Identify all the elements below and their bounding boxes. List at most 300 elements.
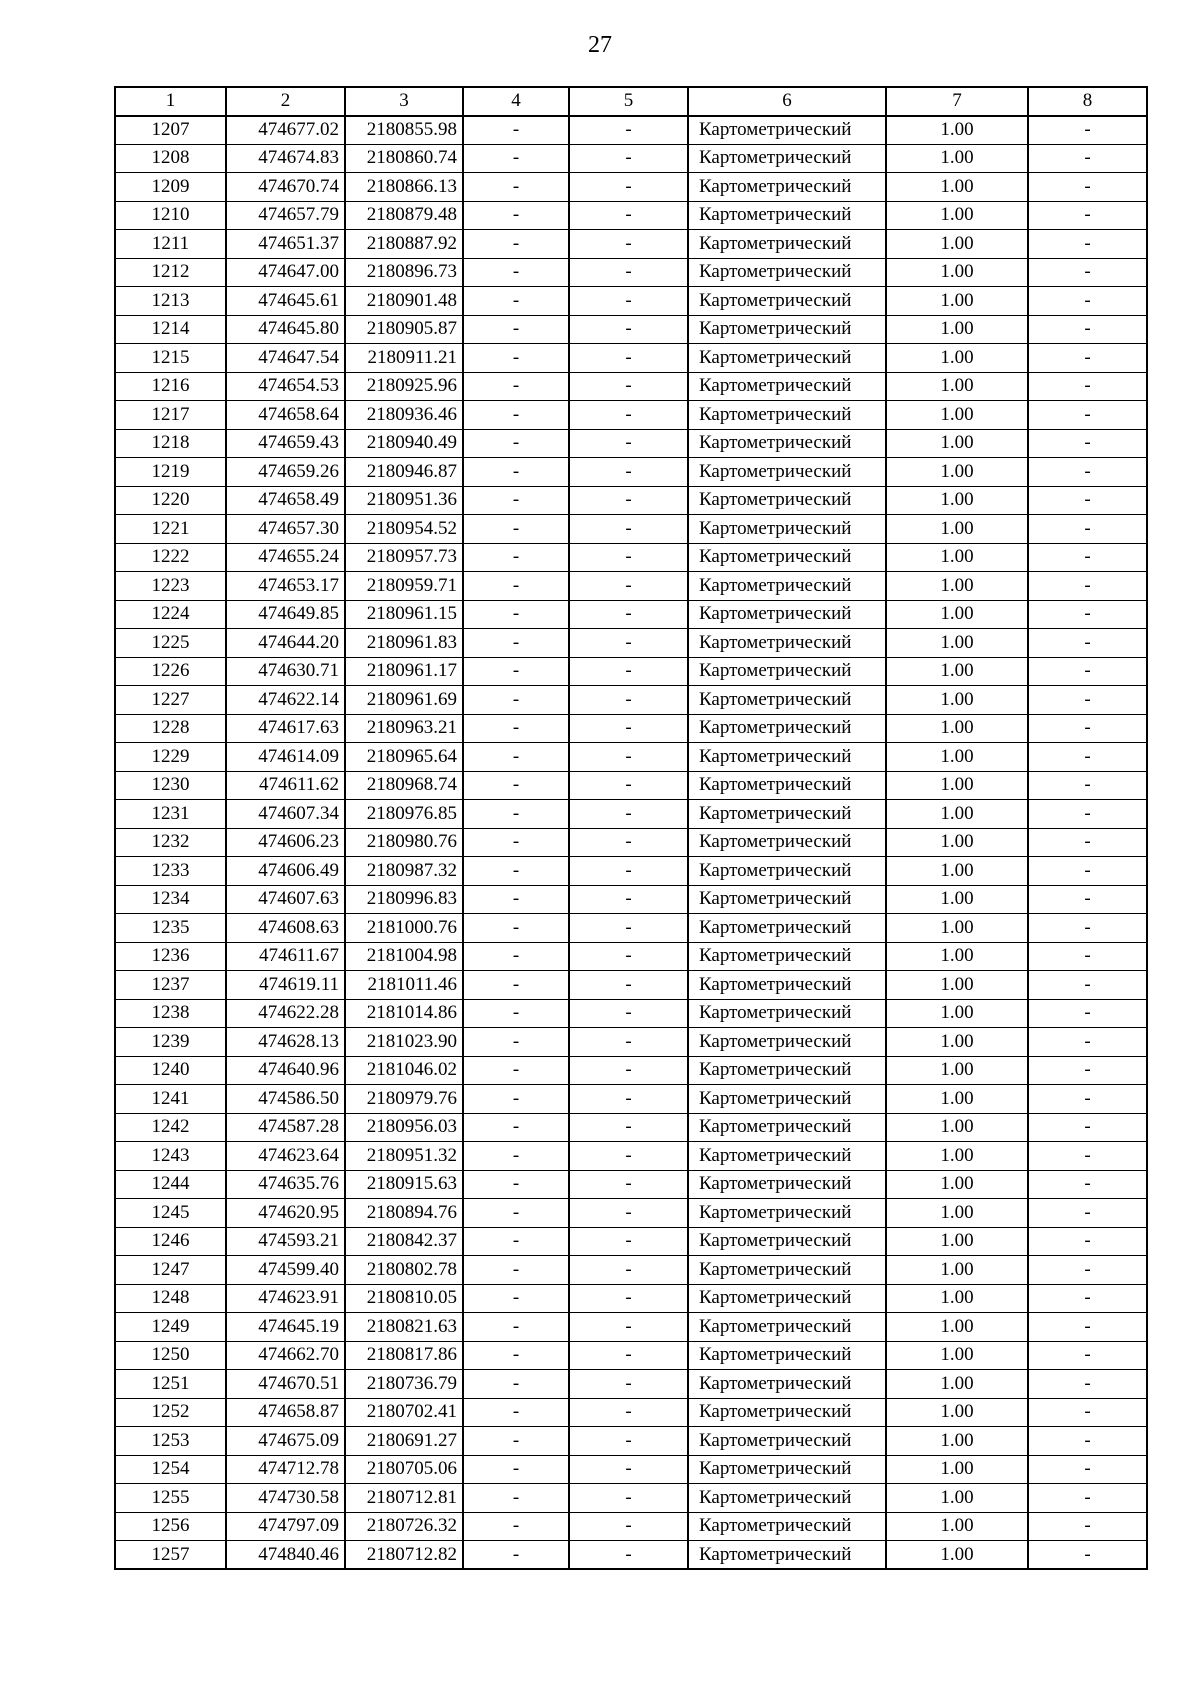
method-cell: Картометрический — [688, 429, 886, 458]
col8-cell: - — [1028, 258, 1147, 287]
col4-cell: - — [463, 429, 569, 458]
accuracy-cell: 1.00 — [886, 1427, 1028, 1456]
y-coordinate-cell: 2180925.96 — [345, 372, 463, 401]
col5-cell: - — [569, 1085, 688, 1114]
column-header: 4 — [463, 87, 569, 116]
y-coordinate-cell: 2180957.73 — [345, 543, 463, 572]
x-coordinate-cell: 474623.91 — [226, 1284, 345, 1313]
point-number-cell: 1229 — [115, 743, 226, 772]
col5-cell: - — [569, 800, 688, 829]
col4-cell: - — [463, 1142, 569, 1171]
accuracy-cell: 1.00 — [886, 600, 1028, 629]
method-cell: Картометрический — [688, 771, 886, 800]
method-cell: Картометрический — [688, 458, 886, 487]
x-coordinate-cell: 474653.17 — [226, 572, 345, 601]
col4-cell: - — [463, 287, 569, 316]
method-cell: Картометрический — [688, 1142, 886, 1171]
col8-cell: - — [1028, 828, 1147, 857]
method-cell: Картометрический — [688, 1427, 886, 1456]
point-number-cell: 1239 — [115, 1028, 226, 1057]
point-number-cell: 1216 — [115, 372, 226, 401]
x-coordinate-cell: 474635.76 — [226, 1170, 345, 1199]
table-row — [115, 1398, 1147, 1427]
col4-cell: - — [463, 1484, 569, 1513]
point-number-cell: 1250 — [115, 1341, 226, 1370]
table-row — [115, 1085, 1147, 1114]
y-coordinate-cell: 2180821.63 — [345, 1313, 463, 1342]
accuracy-cell: 1.00 — [886, 401, 1028, 430]
col8-cell: - — [1028, 714, 1147, 743]
accuracy-cell: 1.00 — [886, 458, 1028, 487]
col4-cell: - — [463, 1341, 569, 1370]
x-coordinate-cell: 474651.37 — [226, 230, 345, 259]
table-row — [115, 1113, 1147, 1142]
method-cell: Картометрический — [688, 1113, 886, 1142]
x-coordinate-cell: 474628.13 — [226, 1028, 345, 1057]
table-row — [115, 828, 1147, 857]
x-coordinate-cell: 474654.53 — [226, 372, 345, 401]
col5-cell: - — [569, 1484, 688, 1513]
point-number-cell: 1210 — [115, 201, 226, 230]
y-coordinate-cell: 2180951.36 — [345, 486, 463, 515]
y-coordinate-cell: 2180940.49 — [345, 429, 463, 458]
accuracy-cell: 1.00 — [886, 515, 1028, 544]
y-coordinate-cell: 2180954.52 — [345, 515, 463, 544]
point-number-cell: 1251 — [115, 1370, 226, 1399]
col5-cell: - — [569, 201, 688, 230]
y-coordinate-cell: 2180896.73 — [345, 258, 463, 287]
col5-cell: - — [569, 600, 688, 629]
col4-cell: - — [463, 999, 569, 1028]
y-coordinate-cell: 2180976.85 — [345, 800, 463, 829]
col8-cell: - — [1028, 572, 1147, 601]
method-cell: Картометрический — [688, 230, 886, 259]
col5-cell: - — [569, 515, 688, 544]
table-row — [115, 800, 1147, 829]
col4-cell: - — [463, 1028, 569, 1057]
table-row — [115, 572, 1147, 601]
method-cell: Картометрический — [688, 1455, 886, 1484]
y-coordinate-cell: 2180802.78 — [345, 1256, 463, 1285]
point-number-cell: 1220 — [115, 486, 226, 515]
col4-cell: - — [463, 600, 569, 629]
col8-cell: - — [1028, 1455, 1147, 1484]
col4-cell: - — [463, 173, 569, 202]
point-number-cell: 1213 — [115, 287, 226, 316]
table-row — [115, 287, 1147, 316]
x-coordinate-cell: 474611.62 — [226, 771, 345, 800]
col8-cell: - — [1028, 771, 1147, 800]
col8-cell: - — [1028, 116, 1147, 145]
table-row — [115, 230, 1147, 259]
col4-cell: - — [463, 1056, 569, 1085]
col4-cell: - — [463, 657, 569, 686]
y-coordinate-cell: 2180866.13 — [345, 173, 463, 202]
point-number-cell: 1209 — [115, 173, 226, 202]
col4-cell: - — [463, 116, 569, 145]
method-cell: Картометрический — [688, 600, 886, 629]
col8-cell: - — [1028, 1056, 1147, 1085]
accuracy-cell: 1.00 — [886, 1113, 1028, 1142]
accuracy-cell: 1.00 — [886, 572, 1028, 601]
col8-cell: - — [1028, 1370, 1147, 1399]
method-cell: Картометрический — [688, 828, 886, 857]
accuracy-cell: 1.00 — [886, 657, 1028, 686]
table-row — [115, 429, 1147, 458]
table-row — [115, 515, 1147, 544]
col8-cell: - — [1028, 885, 1147, 914]
col4-cell: - — [463, 315, 569, 344]
method-cell: Картометрический — [688, 1484, 886, 1513]
accuracy-cell: 1.00 — [886, 1370, 1028, 1399]
accuracy-cell: 1.00 — [886, 743, 1028, 772]
point-number-cell: 1219 — [115, 458, 226, 487]
col8-cell: - — [1028, 914, 1147, 943]
x-coordinate-cell: 474623.64 — [226, 1142, 345, 1171]
col5-cell: - — [569, 1455, 688, 1484]
col4-cell: - — [463, 800, 569, 829]
accuracy-cell: 1.00 — [886, 372, 1028, 401]
col5-cell: - — [569, 686, 688, 715]
point-number-cell: 1237 — [115, 971, 226, 1000]
point-number-cell: 1218 — [115, 429, 226, 458]
col4-cell: - — [463, 743, 569, 772]
table-row — [115, 1313, 1147, 1342]
x-coordinate-cell: 474599.40 — [226, 1256, 345, 1285]
table-row — [115, 543, 1147, 572]
col5-cell: - — [569, 1113, 688, 1142]
point-number-cell: 1256 — [115, 1512, 226, 1541]
y-coordinate-cell: 2180712.81 — [345, 1484, 463, 1513]
col4-cell: - — [463, 144, 569, 173]
col4-cell: - — [463, 1398, 569, 1427]
x-coordinate-cell: 474730.58 — [226, 1484, 345, 1513]
y-coordinate-cell: 2180980.76 — [345, 828, 463, 857]
col5-cell: - — [569, 429, 688, 458]
y-coordinate-cell: 2180961.69 — [345, 686, 463, 715]
x-coordinate-cell: 474670.74 — [226, 173, 345, 202]
table-row — [115, 1170, 1147, 1199]
point-number-cell: 1254 — [115, 1455, 226, 1484]
x-coordinate-cell: 474645.19 — [226, 1313, 345, 1342]
method-cell: Картометрический — [688, 1056, 886, 1085]
accuracy-cell: 1.00 — [886, 1056, 1028, 1085]
accuracy-cell: 1.00 — [886, 1028, 1028, 1057]
table-row — [115, 885, 1147, 914]
table-body — [115, 116, 1147, 1570]
table-row — [115, 1142, 1147, 1171]
y-coordinate-cell: 2180810.05 — [345, 1284, 463, 1313]
x-coordinate-cell: 474658.64 — [226, 401, 345, 430]
col4-cell: - — [463, 771, 569, 800]
method-cell: Картометрический — [688, 1313, 886, 1342]
column-header: 2 — [226, 87, 345, 116]
table-row — [115, 743, 1147, 772]
y-coordinate-cell: 2181000.76 — [345, 914, 463, 943]
col4-cell: - — [463, 629, 569, 658]
method-cell: Картометрический — [688, 173, 886, 202]
table-row — [115, 1284, 1147, 1313]
col5-cell: - — [569, 743, 688, 772]
col8-cell: - — [1028, 287, 1147, 316]
accuracy-cell: 1.00 — [886, 857, 1028, 886]
y-coordinate-cell: 2180879.48 — [345, 201, 463, 230]
accuracy-cell: 1.00 — [886, 173, 1028, 202]
coordinates-table — [114, 86, 1148, 1570]
accuracy-cell: 1.00 — [886, 287, 1028, 316]
col4-cell: - — [463, 1455, 569, 1484]
accuracy-cell: 1.00 — [886, 942, 1028, 971]
y-coordinate-cell: 2181023.90 — [345, 1028, 463, 1057]
method-cell: Картометрический — [688, 629, 886, 658]
y-coordinate-cell: 2180936.46 — [345, 401, 463, 430]
method-cell: Картометрический — [688, 1199, 886, 1228]
col8-cell: - — [1028, 144, 1147, 173]
method-cell: Картометрический — [688, 971, 886, 1000]
x-coordinate-cell: 474659.43 — [226, 429, 345, 458]
col4-cell: - — [463, 1512, 569, 1541]
method-cell: Картометрический — [688, 344, 886, 373]
col5-cell: - — [569, 828, 688, 857]
x-coordinate-cell: 474606.23 — [226, 828, 345, 857]
y-coordinate-cell: 2181011.46 — [345, 971, 463, 1000]
table-row — [115, 657, 1147, 686]
accuracy-cell: 1.00 — [886, 543, 1028, 572]
col8-cell: - — [1028, 1313, 1147, 1342]
y-coordinate-cell: 2180726.32 — [345, 1512, 463, 1541]
col5-cell: - — [569, 458, 688, 487]
col4-cell: - — [463, 1256, 569, 1285]
column-header: 8 — [1028, 87, 1147, 116]
col8-cell: - — [1028, 543, 1147, 572]
col4-cell: - — [463, 942, 569, 971]
col4-cell: - — [463, 914, 569, 943]
col4-cell: - — [463, 1113, 569, 1142]
method-cell: Картометрический — [688, 1512, 886, 1541]
col8-cell: - — [1028, 686, 1147, 715]
point-number-cell: 1215 — [115, 344, 226, 373]
point-number-cell: 1245 — [115, 1199, 226, 1228]
method-cell: Картометрический — [688, 144, 886, 173]
method-cell: Картометрический — [688, 999, 886, 1028]
x-coordinate-cell: 474620.95 — [226, 1199, 345, 1228]
point-number-cell: 1208 — [115, 144, 226, 173]
point-number-cell: 1240 — [115, 1056, 226, 1085]
method-cell: Картометрический — [688, 572, 886, 601]
x-coordinate-cell: 474657.79 — [226, 201, 345, 230]
y-coordinate-cell: 2180987.32 — [345, 857, 463, 886]
col8-cell: - — [1028, 173, 1147, 202]
x-coordinate-cell: 474840.46 — [226, 1541, 345, 1570]
col8-cell: - — [1028, 1541, 1147, 1570]
x-coordinate-cell: 474662.70 — [226, 1341, 345, 1370]
accuracy-cell: 1.00 — [886, 1341, 1028, 1370]
point-number-cell: 1226 — [115, 657, 226, 686]
col5-cell: - — [569, 144, 688, 173]
col5-cell: - — [569, 1056, 688, 1085]
col4-cell: - — [463, 1199, 569, 1228]
accuracy-cell: 1.00 — [886, 999, 1028, 1028]
col4-cell: - — [463, 486, 569, 515]
table-row — [115, 258, 1147, 287]
col5-cell: - — [569, 173, 688, 202]
table-row — [115, 315, 1147, 344]
method-cell: Картометрический — [688, 201, 886, 230]
method-cell: Картометрический — [688, 315, 886, 344]
table-row — [115, 686, 1147, 715]
col5-cell: - — [569, 287, 688, 316]
col4-cell: - — [463, 201, 569, 230]
accuracy-cell: 1.00 — [886, 1541, 1028, 1570]
col4-cell: - — [463, 344, 569, 373]
col8-cell: - — [1028, 1512, 1147, 1541]
y-coordinate-cell: 2180901.48 — [345, 287, 463, 316]
table-row — [115, 1427, 1147, 1456]
page-number: 27 — [588, 32, 612, 58]
column-header: 5 — [569, 87, 688, 116]
point-number-cell: 1221 — [115, 515, 226, 544]
point-number-cell: 1253 — [115, 1427, 226, 1456]
x-coordinate-cell: 474712.78 — [226, 1455, 345, 1484]
accuracy-cell: 1.00 — [886, 714, 1028, 743]
accuracy-cell: 1.00 — [886, 1313, 1028, 1342]
point-number-cell: 1230 — [115, 771, 226, 800]
point-number-cell: 1233 — [115, 857, 226, 886]
point-number-cell: 1257 — [115, 1541, 226, 1570]
table-row — [115, 1199, 1147, 1228]
col5-cell: - — [569, 401, 688, 430]
y-coordinate-cell: 2180965.64 — [345, 743, 463, 772]
point-number-cell: 1225 — [115, 629, 226, 658]
y-coordinate-cell: 2180817.86 — [345, 1341, 463, 1370]
x-coordinate-cell: 474797.09 — [226, 1512, 345, 1541]
point-number-cell: 1217 — [115, 401, 226, 430]
y-coordinate-cell: 2180961.17 — [345, 657, 463, 686]
y-coordinate-cell: 2180905.87 — [345, 315, 463, 344]
col5-cell: - — [569, 1541, 688, 1570]
col8-cell: - — [1028, 515, 1147, 544]
y-coordinate-cell: 2180996.83 — [345, 885, 463, 914]
col5-cell: - — [569, 1028, 688, 1057]
col4-cell: - — [463, 1427, 569, 1456]
accuracy-cell: 1.00 — [886, 486, 1028, 515]
col4-cell: - — [463, 1085, 569, 1114]
col8-cell: - — [1028, 657, 1147, 686]
y-coordinate-cell: 2180894.76 — [345, 1199, 463, 1228]
point-number-cell: 1236 — [115, 942, 226, 971]
accuracy-cell: 1.00 — [886, 230, 1028, 259]
column-header: 6 — [688, 87, 886, 116]
x-coordinate-cell: 474675.09 — [226, 1427, 345, 1456]
x-coordinate-cell: 474677.02 — [226, 116, 345, 145]
accuracy-cell: 1.00 — [886, 1512, 1028, 1541]
col8-cell: - — [1028, 1427, 1147, 1456]
col5-cell: - — [569, 1512, 688, 1541]
col8-cell: - — [1028, 629, 1147, 658]
point-number-cell: 1234 — [115, 885, 226, 914]
accuracy-cell: 1.00 — [886, 828, 1028, 857]
x-coordinate-cell: 474658.49 — [226, 486, 345, 515]
point-number-cell: 1232 — [115, 828, 226, 857]
y-coordinate-cell: 2181014.86 — [345, 999, 463, 1028]
table-row — [115, 714, 1147, 743]
y-coordinate-cell: 2180959.71 — [345, 572, 463, 601]
table-row — [115, 600, 1147, 629]
col4-cell: - — [463, 686, 569, 715]
method-cell: Картометрический — [688, 543, 886, 572]
y-coordinate-cell: 2180705.06 — [345, 1455, 463, 1484]
table-row — [115, 344, 1147, 373]
table-row — [115, 971, 1147, 1000]
point-number-cell: 1223 — [115, 572, 226, 601]
col5-cell: - — [569, 971, 688, 1000]
table-row — [115, 999, 1147, 1028]
table-row — [115, 144, 1147, 173]
col8-cell: - — [1028, 857, 1147, 886]
method-cell: Картометрический — [688, 1028, 886, 1057]
point-number-cell: 1224 — [115, 600, 226, 629]
col5-cell: - — [569, 1227, 688, 1256]
col5-cell: - — [569, 885, 688, 914]
col8-cell: - — [1028, 942, 1147, 971]
accuracy-cell: 1.00 — [886, 1170, 1028, 1199]
accuracy-cell: 1.00 — [886, 1455, 1028, 1484]
method-cell: Картометрический — [688, 287, 886, 316]
point-number-cell: 1228 — [115, 714, 226, 743]
col8-cell: - — [1028, 999, 1147, 1028]
method-cell: Картометрический — [688, 885, 886, 914]
col5-cell: - — [569, 486, 688, 515]
point-number-cell: 1241 — [115, 1085, 226, 1114]
accuracy-cell: 1.00 — [886, 1256, 1028, 1285]
y-coordinate-cell: 2180736.79 — [345, 1370, 463, 1399]
col5-cell: - — [569, 1370, 688, 1399]
col8-cell: - — [1028, 372, 1147, 401]
table-row — [115, 458, 1147, 487]
x-coordinate-cell: 474647.00 — [226, 258, 345, 287]
y-coordinate-cell: 2180702.41 — [345, 1398, 463, 1427]
point-number-cell: 1248 — [115, 1284, 226, 1313]
col4-cell: - — [463, 857, 569, 886]
method-cell: Картометрический — [688, 686, 886, 715]
x-coordinate-cell: 474645.61 — [226, 287, 345, 316]
method-cell: Картометрический — [688, 116, 886, 145]
col5-cell: - — [569, 230, 688, 259]
x-coordinate-cell: 474593.21 — [226, 1227, 345, 1256]
col5-cell: - — [569, 1256, 688, 1285]
point-number-cell: 1207 — [115, 116, 226, 145]
x-coordinate-cell: 474645.80 — [226, 315, 345, 344]
col4-cell: - — [463, 714, 569, 743]
y-coordinate-cell: 2180968.74 — [345, 771, 463, 800]
x-coordinate-cell: 474622.14 — [226, 686, 345, 715]
col4-cell: - — [463, 515, 569, 544]
y-coordinate-cell: 2180951.32 — [345, 1142, 463, 1171]
x-coordinate-cell: 474649.85 — [226, 600, 345, 629]
x-coordinate-cell: 474670.51 — [226, 1370, 345, 1399]
col8-cell: - — [1028, 315, 1147, 344]
accuracy-cell: 1.00 — [886, 315, 1028, 344]
point-number-cell: 1247 — [115, 1256, 226, 1285]
col8-cell: - — [1028, 743, 1147, 772]
col8-cell: - — [1028, 201, 1147, 230]
col5-cell: - — [569, 942, 688, 971]
table-row — [115, 771, 1147, 800]
point-number-cell: 1227 — [115, 686, 226, 715]
accuracy-cell: 1.00 — [886, 771, 1028, 800]
col5-cell: - — [569, 1341, 688, 1370]
col4-cell: - — [463, 372, 569, 401]
